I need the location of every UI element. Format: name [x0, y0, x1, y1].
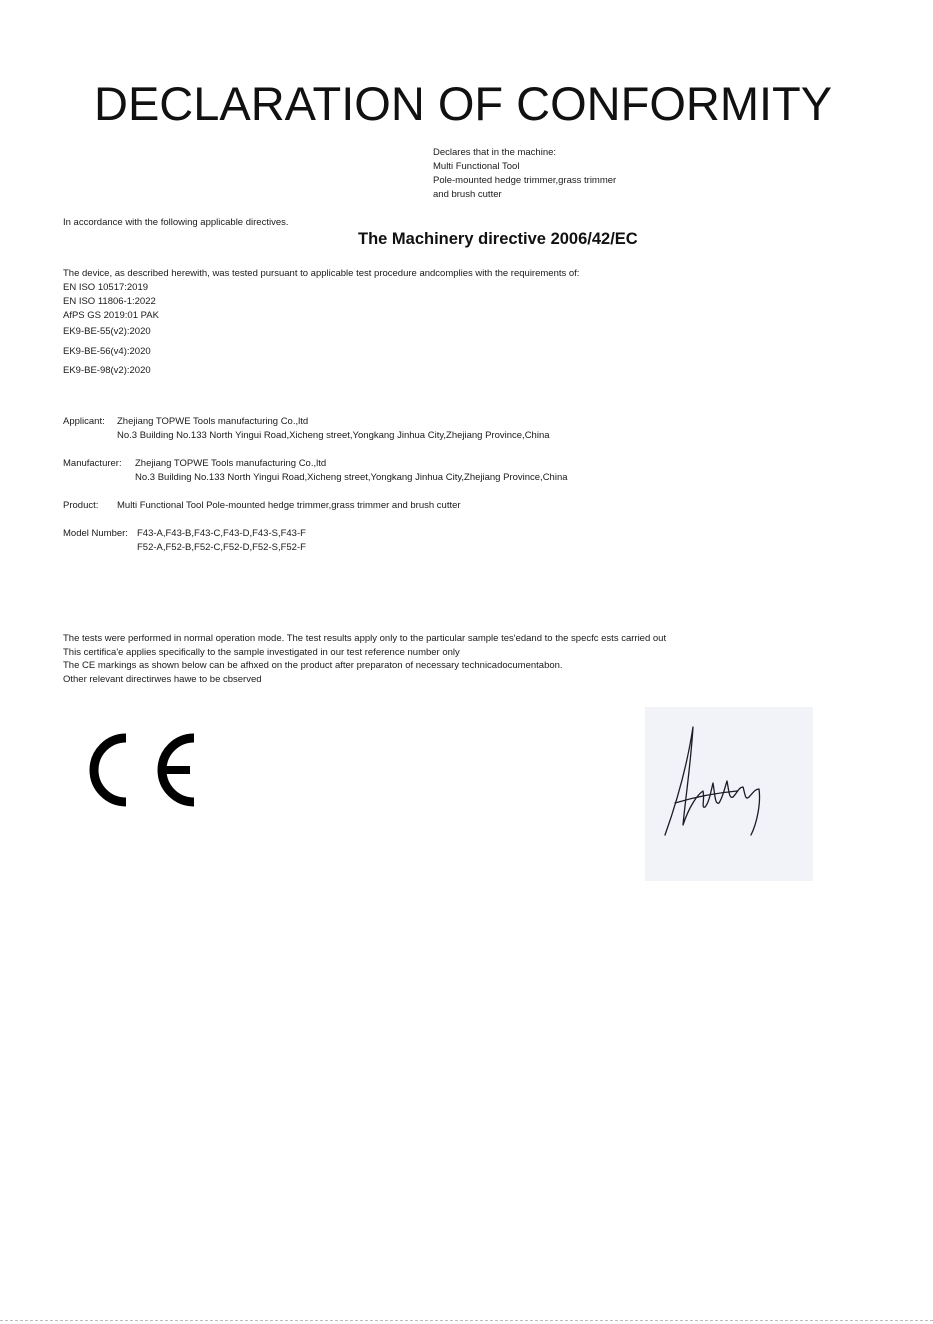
product-label: Product: [63, 500, 99, 511]
test-notes [63, 632, 666, 686]
standard-item: EK9-BE-56(v4):2020 [63, 346, 151, 357]
manufacturer-label: Manufacturer: [63, 458, 122, 469]
product-value: Multi Functional Tool Pole-mounted hedge trimmer,grass trimmer and brush cutter [117, 500, 461, 511]
device-statement: The device, as described herewith, was tested pursuant to applicable test procedure andcomplies with the requirements of: [63, 268, 580, 279]
applicant-address: No.3 Building No.133 North Yingui Road,Xicheng street,Yongkang Jinhua City,Zhejiang Province,China [117, 430, 550, 441]
page-bottom-divider [0, 1320, 933, 1321]
declaration-line: Pole-mounted hedge trimmer,grass trimmer [433, 175, 617, 186]
declaration-line: Multi Functional Tool [433, 161, 520, 172]
manufacturer-name: Zhejiang TOPWE Tools manufacturing Co.,ltd [135, 458, 327, 469]
model-numbers-line: F52-A,F52-B,F52-C,F52-D,F52-S,F52-F [137, 542, 306, 553]
accordance-statement: In accordance with the following applicable directives. [63, 217, 289, 228]
test-note-line: This certifica'e applies specifically to the sample investigated in our test reference number only [63, 646, 460, 658]
model-number-label: Model Number: [63, 528, 128, 539]
machine-declaration [433, 146, 616, 202]
applicant-label: Applicant: [63, 416, 105, 427]
standard-item: EK9-BE-98(v2):2020 [63, 365, 151, 376]
standard-item: EK9-BE-55(v2):2020 [63, 326, 151, 337]
test-note-line: The CE markings as shown below can be afhxed on the product after preparaton of necessary technicadocumentabon. [63, 660, 563, 671]
directive-title: The Machinery directive 2006/42/EC [358, 230, 638, 248]
manufacturer-address: No.3 Building No.133 North Yingui Road,Xicheng street,Yongkang Jinhua City,Zhejiang Province,China [135, 472, 568, 483]
model-numbers-line: F43-A,F43-B,F43-C,F43-D,F43-S,F43-F [137, 528, 306, 539]
test-note-line: The tests were performed in normal operation mode. The test results apply only to the particular sample tes'edand to the specfc ests carried out [63, 633, 667, 644]
standard-item: AfPS GS 2019:01 PAK [63, 310, 159, 321]
declaration-line: and brush cutter [433, 189, 502, 200]
test-note-line: Other relevant directirwes hawe to be cbserved [63, 673, 262, 685]
document-title: DECLARATION OF CONFORMITY [94, 77, 833, 130]
standard-item: EN ISO 10517:2019 [63, 282, 149, 293]
standard-item: EN ISO 11806-1:2022 [63, 296, 156, 307]
ce-mark-icon [74, 732, 198, 808]
signature-image [645, 707, 813, 881]
declaration-line: Declares that in the machine: [433, 147, 557, 158]
applicant-name: Zhejiang TOPWE Tools manufacturing Co.,ltd [117, 416, 309, 427]
